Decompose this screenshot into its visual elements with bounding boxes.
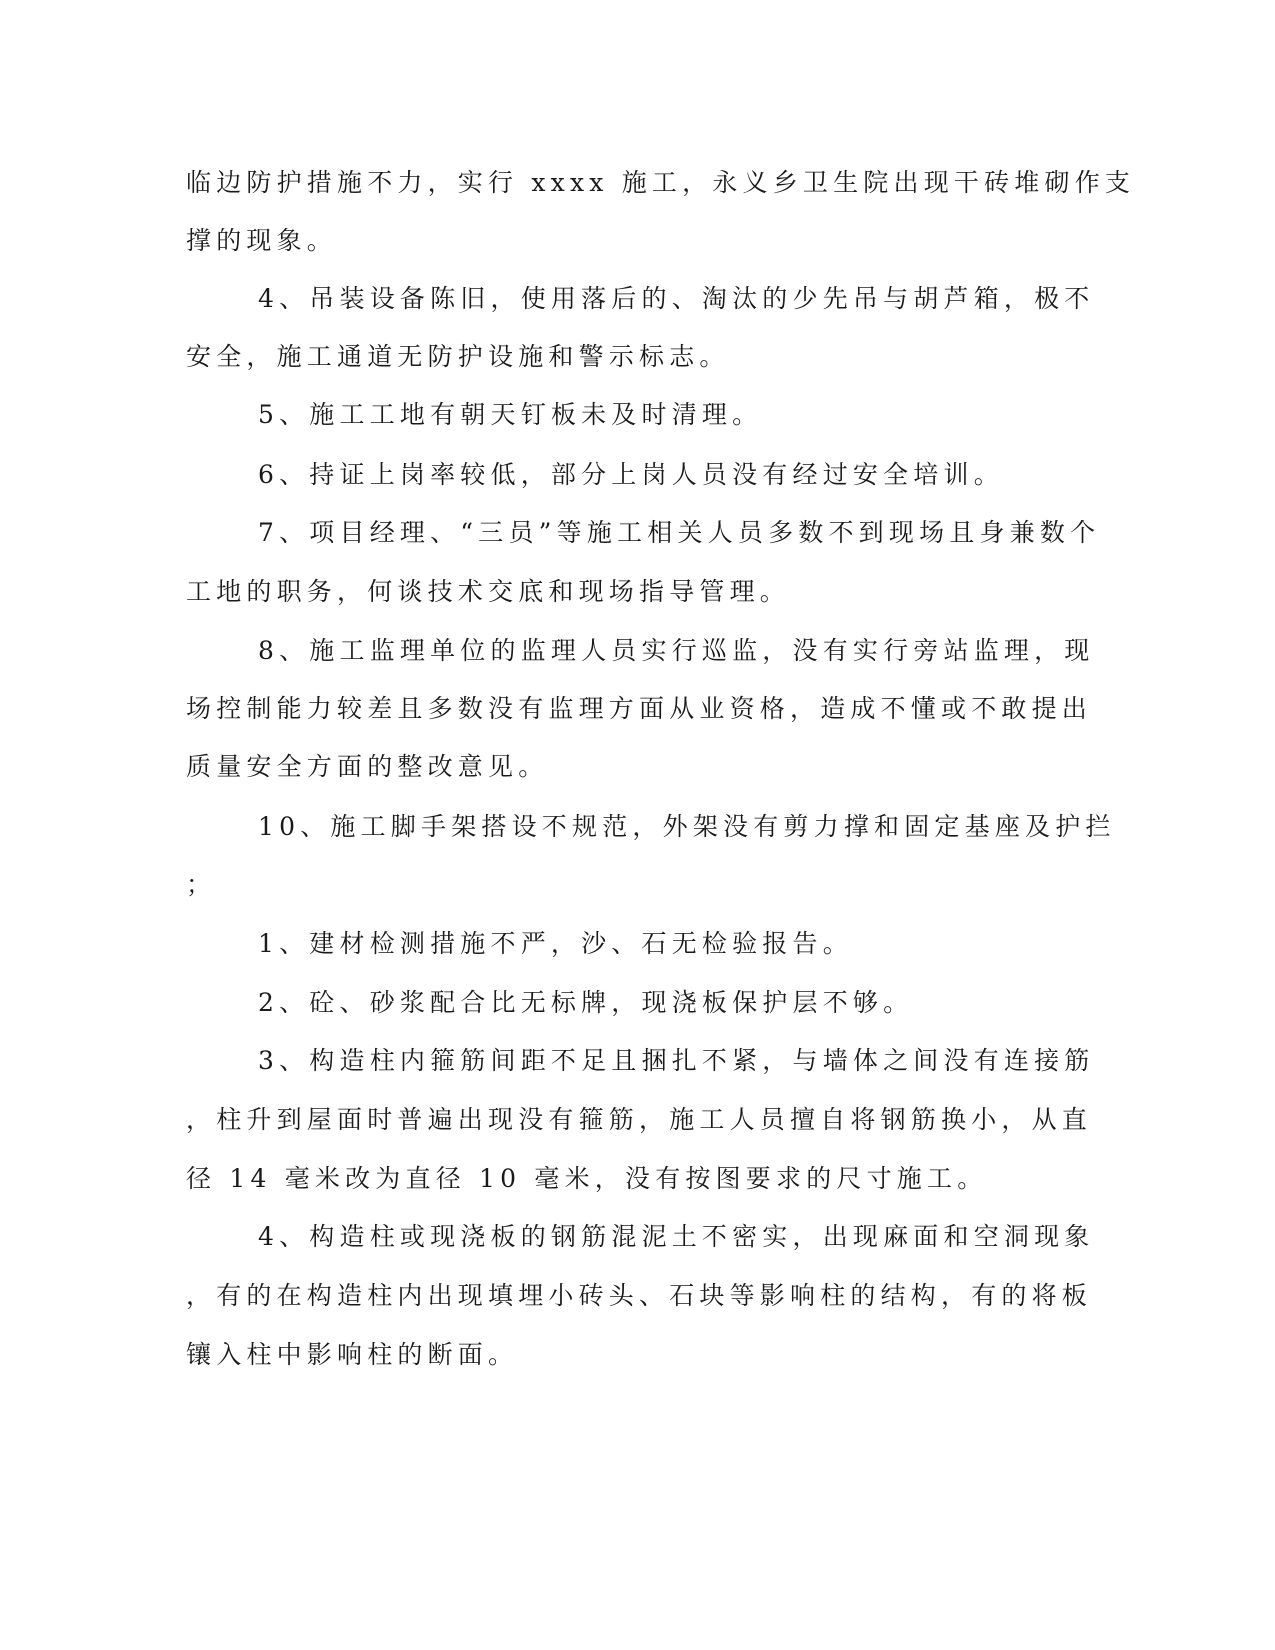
text-line: 质量安全方面的整改意见。 (186, 752, 549, 781)
paragraph-item-4b: 4、构造柱或现浇板的钢筋混泥土不密实，出现麻面和空洞现象 (258, 1222, 1095, 1251)
paragraph-item-3: 3、构造柱内箍筋间距不足且捆扎不紧，与墙体之间没有连接筋 (258, 1046, 1095, 1075)
text-line: 临边防护措施不力，实行 xxxx 施工，永义乡卫生院出现干砖堆砌作支 (186, 168, 1136, 197)
paragraph-item-1: 1、建材检测措施不严，沙、石无检验报告。 (258, 929, 853, 958)
text-line: 工地的职务，何谈技术交底和现场指导管理。 (186, 577, 791, 606)
text-line: ，有的在构造柱内出现填埋小砖头、石块等影响柱的结构，有的将板 (186, 1281, 1093, 1310)
paragraph-item-8: 8、施工监理单位的监理人员实行巡监，没有实行旁站监理，现 (258, 636, 1095, 665)
paragraph-item-10: 10、施工脚手架搭设不规范，外架没有剪力撑和固定基座及护拦 (258, 812, 1116, 841)
text-line: 撑的现象。 (186, 226, 338, 255)
text-line: 场控制能力较差且多数没有监理方面从业资格，造成不懂或不敢提出 (186, 694, 1093, 723)
text-line: 镶入柱中影响柱的断面。 (186, 1340, 519, 1369)
paragraph-item-2: 2、砼、砂浆配合比无标牌，现浇板保护层不够。 (258, 988, 914, 1017)
text-line: 径 14 毫米改为直径 10 毫米，没有按图要求的尺寸施工。 (186, 1164, 988, 1193)
text-line: 安全，施工通道无防护设施和警示标志。 (186, 342, 730, 371)
text-line: ，柱升到屋面时普遍出现没有箍筋，施工人员擅自将钢筋换小，从直 (186, 1105, 1093, 1134)
paragraph-item-7: 7、项目经理、“三员”等施工相关人员多数不到现场且身兼数个 (258, 518, 1101, 547)
paragraph-item-6: 6、持证上岗率较低，部分上岗人员没有经过安全培训。 (258, 460, 1004, 489)
text-line: ； (186, 870, 217, 899)
paragraph-item-5: 5、施工工地有朝天钉板未及时清理。 (258, 400, 763, 429)
paragraph-item-4: 4、吊装设备陈旧，使用落后的、淘汰的少先吊与胡芦箱，极不 (258, 284, 1095, 313)
